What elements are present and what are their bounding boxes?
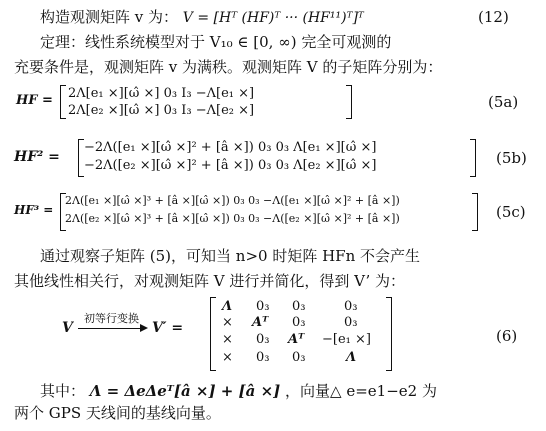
eq6-number: (6) <box>496 327 518 345</box>
eq5b-block <box>14 149 60 165</box>
eq6-lhs: V <box>62 320 73 336</box>
eq6-cell: 0₃ <box>256 350 270 365</box>
eq6-cell: Aᵀ <box>288 332 305 347</box>
eq12-formula: V = [Hᵀ (HF)ᵀ ··· (HF¹¹)ᵀ]ᵀ <box>182 10 364 26</box>
eq12-number: (12) <box>478 8 509 26</box>
eq6-cell: 0₃ <box>292 315 306 330</box>
eq6-cell: 0₃ <box>292 299 306 314</box>
para4-line2: 两个 GPS 天线间的基线向量。 <box>14 404 221 422</box>
para4-tail: ，向量△ e=e1−e2 为 <box>285 382 437 400</box>
eq6-cell: 0₃ <box>344 299 358 314</box>
eq5a-left-bracket <box>60 85 66 119</box>
eq6-cell: × <box>222 350 233 365</box>
eq6-cell: Λ <box>222 299 233 314</box>
eq5a-row1: 2Λ[e₁ ×][ω̂ ×] 0₃ I₃ −Λ[e₁ ×] <box>68 86 255 101</box>
para4-line1 <box>40 382 437 400</box>
eq5a-lhs: HF = <box>16 93 53 108</box>
eq6-arrow-shaft <box>78 328 142 329</box>
eq5c-row2: 2Λ([e₂ ×][ω̂ ×]³ + [â ×][ω̂ ×]) 0₃ 0₃ −Λ([e₂ ×][ω̂ ×]² + [â ×]) <box>65 212 400 225</box>
lambda-definition: Λ = ΔeΔeᵀ[â ×] + [â ×] <box>89 382 281 400</box>
eq6-left-bracket <box>210 297 216 371</box>
eq5a-right-bracket <box>346 85 352 119</box>
eq6-cell: 0₃ <box>344 315 358 330</box>
eq6-cell: −[e₁ ×] <box>322 332 371 347</box>
eq5b-right-bracket <box>470 139 476 177</box>
eq6-right-bracket <box>386 297 392 371</box>
eq6-cell: × <box>222 332 233 347</box>
eq6-cell: Λ <box>346 350 357 365</box>
theorem-line2: 充要条件是，观测矩阵 v 为满秩。观测矩阵 V 的子矩阵分别为： <box>14 58 443 76</box>
eq5c-lhs: HF³ = <box>14 203 54 217</box>
eq5b-lhs: HF² = <box>14 149 60 165</box>
eq6-cell: 0₃ <box>292 350 306 365</box>
eq5b-row2: −2Λ([e₂ ×][ω̂ ×]² + [â ×]) 0₃ 0₃ Λ[e₂ ×][ω̂ ×] <box>84 158 377 173</box>
para3-line1: 通过观察子矩阵 (5)，可知当 n>0 时矩阵 HFn 不会产生 <box>40 247 421 265</box>
eq5c-block <box>14 203 53 217</box>
eq5a-number: (5a) <box>488 93 519 111</box>
eq5b-row1: −2Λ([e₁ ×][ω̂ ×]² + [â ×]) 0₃ 0₃ Λ[e₁ ×][ω̂ ×] <box>84 140 377 155</box>
para1-intro: 构造观测矩阵 v 为： <box>40 8 179 26</box>
para4-lead: 其中： <box>40 382 86 400</box>
para1-line <box>40 8 364 27</box>
theorem-line1: 定理：线性系统模型对于 V₁₀ ∈ [0, ∞) 完全可观测的 <box>40 33 392 51</box>
eq6-cell: × <box>222 315 233 330</box>
eq5a-row2: 2Λ[e₂ ×][ω̂ ×] 0₃ I₃ −Λ[e₂ ×] <box>68 103 255 118</box>
eq6-cell: Aᵀ <box>252 315 269 330</box>
para3-line2: 其他线性相关行，对观测矩阵 V 进行并简化，得到 V’ 为： <box>14 272 406 290</box>
eq6-cell: 0₃ <box>256 332 270 347</box>
eq6-cell: 0₃ <box>256 299 270 314</box>
eq6-arrow-label: 初等行变换 <box>84 312 139 325</box>
eq5b-number: (5b) <box>496 149 527 167</box>
eq6-rhs: V′ = <box>152 320 184 336</box>
eq5c-number: (5c) <box>496 203 526 221</box>
eq5c-row1: 2Λ([e₁ ×][ω̂ ×]³ + [â ×][ω̂ ×]) 0₃ 0₃ −Λ([e₁ ×][ω̂ ×]² + [â ×]) <box>65 194 400 207</box>
eq6-arrow-head <box>140 324 148 332</box>
eq5c-right-bracket <box>472 193 478 231</box>
